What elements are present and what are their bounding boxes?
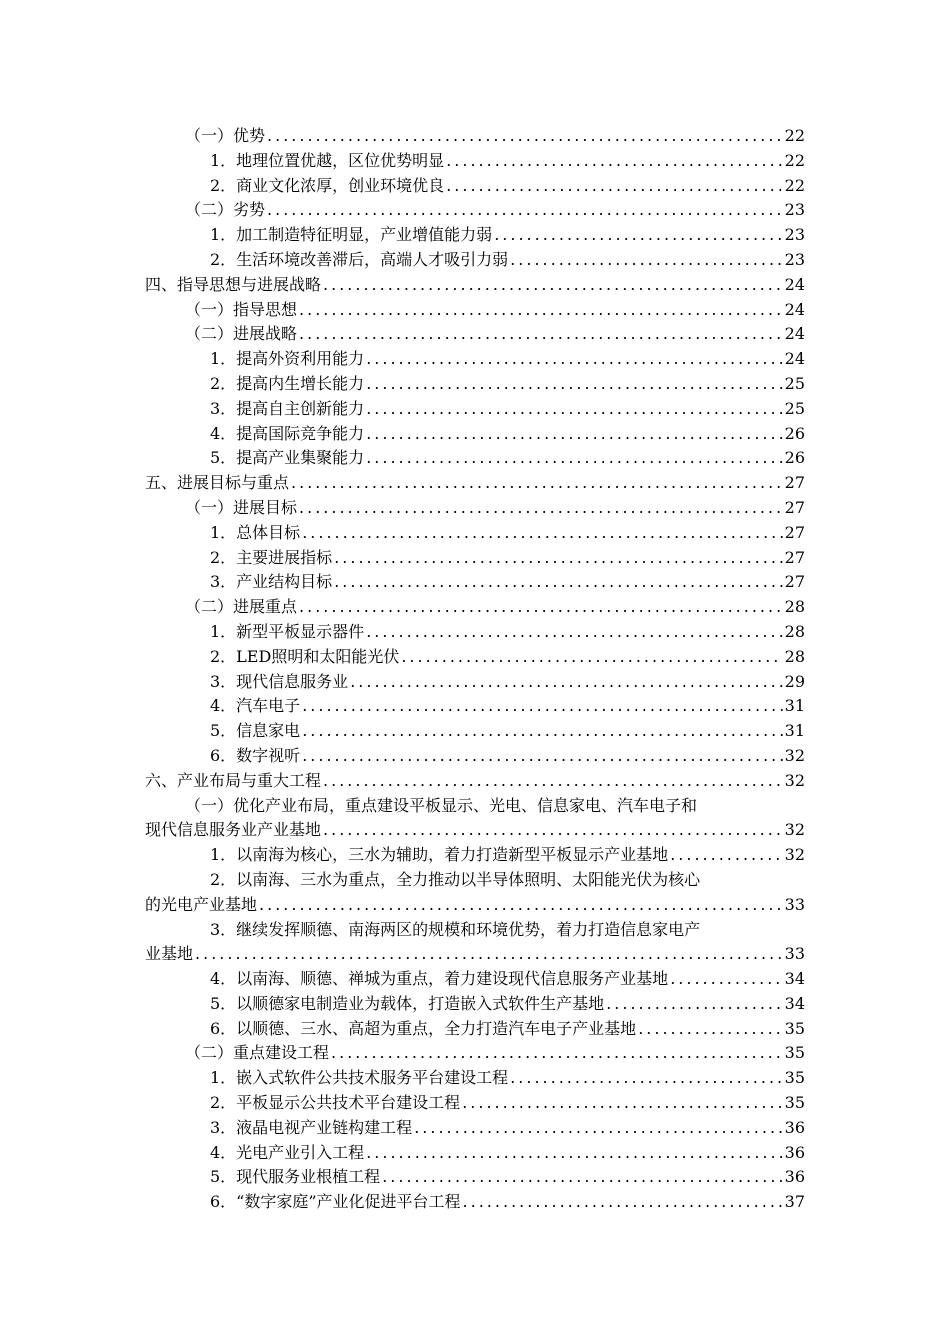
toc-entry-title: 4．光电产业引入工程 [210, 1142, 365, 1162]
dot-leader [670, 967, 782, 992]
toc-entry-title: 6．“数字家庭”产业化促进平台工程 [210, 1192, 461, 1212]
dot-leader [331, 1041, 783, 1066]
toc-entry-level-3[interactable] [0, 719, 950, 744]
page-number: 32 [784, 845, 805, 865]
dot-leader [510, 248, 782, 273]
toc-entry-title: 3．提高自主创新能力 [210, 398, 365, 418]
toc-entry-title: （二）劣势 [185, 200, 266, 220]
page-number: 34 [784, 993, 805, 1013]
toc-entry-title: 1．加工制造特征明显，产业增值能力弱 [210, 225, 493, 245]
page-number: 22 [784, 150, 805, 170]
page-number: 25 [784, 398, 805, 418]
dot-leader [606, 992, 782, 1017]
toc-entry-level-2[interactable] [0, 595, 950, 620]
table-of-contents [0, 124, 950, 1215]
toc-entry-title: 1．提高外资利用能力 [210, 349, 365, 369]
toc-entry-title-continuation: 的光电产业基地 [145, 894, 258, 914]
toc-entry-title: （一）指导思想 [185, 299, 298, 319]
toc-entry-title: 2．商业文化浓厚，创业环境优良 [210, 175, 445, 195]
toc-entry-level-3[interactable] [0, 372, 950, 397]
page-number: 27 [784, 522, 805, 542]
toc-entry-title: 1．嵌入式软件公共技术服务平台建设工程 [210, 1068, 509, 1088]
dot-leader [366, 422, 782, 447]
toc-entry-level-3[interactable] [0, 347, 950, 372]
page-number: 28 [784, 646, 805, 666]
toc-entry-title: 4．汽车电子 [210, 696, 301, 716]
toc-entry-title: 2．生活环境改善滞后，高端人才吸引力弱 [210, 249, 509, 269]
toc-entry-level-3[interactable] [0, 174, 950, 199]
toc-entry-title: （二）进展战略 [185, 324, 298, 344]
toc-entry-title: 四、指导思想与进展战略 [145, 274, 322, 294]
dot-leader [267, 124, 783, 149]
toc-entry-title: （二）重点建设工程 [185, 1043, 330, 1063]
toc-entry-title: 5．现代服务业根植工程 [210, 1167, 381, 1187]
toc-entry-level-3[interactable] [0, 1141, 950, 1166]
toc-entry-level-3[interactable] [0, 992, 950, 1017]
toc-entry-level-3[interactable] [0, 868, 950, 918]
toc-entry-title-continuation: 现代信息服务业产业基地 [145, 820, 322, 840]
toc-entry-level-2[interactable] [0, 198, 950, 223]
toc-entry-level-1[interactable] [0, 273, 950, 298]
dot-leader [299, 595, 783, 620]
page-number: 22 [784, 175, 805, 195]
toc-entry-title: 5．信息家电 [210, 721, 301, 741]
toc-entry-level-3[interactable] [0, 744, 950, 769]
toc-entry-title: 4．提高国际竞争能力 [210, 423, 365, 443]
page-number: 32 [784, 820, 805, 840]
dot-leader [446, 174, 782, 199]
toc-entry-title: （二）进展重点 [185, 597, 298, 617]
dot-leader [366, 1141, 782, 1166]
dot-leader [462, 1091, 782, 1116]
dot-leader [446, 149, 782, 174]
toc-entry-level-3[interactable] [0, 1165, 950, 1190]
dot-leader [299, 322, 783, 347]
toc-entry-title: 2．主要进展指标 [210, 547, 333, 567]
toc-entry-level-1[interactable] [0, 471, 950, 496]
page-number: 35 [784, 1018, 805, 1038]
page-number: 27 [784, 473, 805, 493]
dot-leader [366, 372, 782, 397]
toc-entry-level-3[interactable] [0, 1017, 950, 1042]
page-number: 32 [784, 745, 805, 765]
toc-entry-level-3[interactable] [0, 521, 950, 546]
page-number: 26 [784, 448, 805, 468]
dot-leader [670, 843, 782, 868]
page-number: 36 [784, 1117, 805, 1137]
toc-entry-title: 3．产业结构目标 [210, 572, 333, 592]
toc-entry-level-3[interactable] [0, 223, 950, 248]
page-number: 37 [784, 1192, 805, 1212]
toc-entry-level-3[interactable] [0, 1066, 950, 1091]
page-number: 23 [784, 200, 805, 220]
toc-entry-level-2[interactable] [0, 298, 950, 323]
toc-entry-level-3[interactable] [0, 645, 950, 670]
toc-entry-title: 4．以南海、顺德、禅城为重点，着力建设现代信息服务产业基地 [210, 969, 669, 989]
page-number: 33 [784, 944, 805, 964]
dot-leader [323, 818, 783, 843]
toc-entry-title-continuation: 业基地 [145, 944, 194, 964]
toc-entry-level-3[interactable] [0, 843, 950, 868]
dot-leader [302, 744, 782, 769]
toc-entry-level-3[interactable] [0, 422, 950, 447]
page-number: 28 [784, 621, 805, 641]
toc-entry-title: 3．继续发挥顺德、南海两区的规模和环境优势，着力打造信息家电产 [210, 919, 701, 939]
toc-entry-level-3[interactable] [0, 620, 950, 645]
dot-leader [302, 521, 782, 546]
toc-entry-level-3[interactable] [0, 967, 950, 992]
dot-leader [366, 620, 782, 645]
toc-entry-title: 1．以南海为核心，三水为辅助，着力打造新型平板显示产业基地 [210, 845, 669, 865]
dot-leader [350, 670, 782, 695]
page-number: 32 [784, 770, 805, 790]
toc-entry-level-3[interactable] [0, 546, 950, 571]
dot-leader [291, 471, 783, 496]
page-number: 33 [784, 894, 805, 914]
toc-entry-title: 2．LED照明和太阳能光伏 [210, 646, 400, 666]
page-number: 31 [784, 696, 805, 716]
page-number: 28 [784, 597, 805, 617]
dot-leader [510, 1066, 782, 1091]
dot-leader [299, 496, 783, 521]
page-number: 36 [784, 1142, 805, 1162]
toc-entry-title: （一）优化产业布局，重点建设平板显示、光电、信息家电、汽车电子和 [185, 795, 698, 815]
toc-entry-title: 2．以南海、三水为重点，全力推动以半导体照明、太阳能光伏为核心 [210, 869, 701, 889]
dot-leader [366, 397, 782, 422]
toc-entry-level-3[interactable] [0, 149, 950, 174]
toc-entry-level-3[interactable] [0, 918, 950, 968]
toc-entry-level-2[interactable] [0, 322, 950, 347]
toc-entry-title: 2．平板显示公共技术平台建设工程 [210, 1093, 461, 1113]
toc-entry-level-3[interactable] [0, 397, 950, 422]
toc-entry-title: （一）优势 [185, 126, 266, 145]
dot-leader [494, 223, 782, 248]
toc-entry-title: 2．提高内生增长能力 [210, 373, 365, 393]
toc-entry-title: 五、进展目标与重点 [145, 473, 290, 493]
dot-leader [638, 1017, 782, 1042]
toc-entry-level-3[interactable] [0, 1091, 950, 1116]
page-number: 35 [784, 1093, 805, 1113]
toc-entry-title: 1．新型平板显示器件 [210, 621, 365, 641]
toc-entry-title: 5．以顺德家电制造业为载体，打造嵌入式软件生产基地 [210, 993, 605, 1013]
page-number: 23 [784, 249, 805, 269]
toc-entry-level-3[interactable] [0, 570, 950, 595]
toc-entry-level-3[interactable] [0, 248, 950, 273]
toc-entry-level-3[interactable] [0, 670, 950, 695]
toc-entry-title: 3．现代信息服务业 [210, 671, 349, 691]
dot-leader [259, 893, 783, 918]
dot-leader [302, 719, 782, 744]
dot-leader [366, 446, 782, 471]
toc-entry-title: 6．数字视听 [210, 745, 301, 765]
page-number: 24 [784, 324, 805, 344]
dot-leader [323, 769, 783, 794]
page-number: 35 [784, 1043, 805, 1063]
dot-leader [195, 942, 783, 967]
toc-entry-level-3[interactable] [0, 694, 950, 719]
dot-leader [401, 645, 782, 670]
toc-entry-level-2[interactable] [0, 794, 950, 844]
page-number: 24 [784, 349, 805, 369]
dot-leader [463, 1190, 783, 1215]
dot-leader [323, 273, 783, 298]
toc-entry-title: 6．以顺德、三水、高超为重点，全力打造汽车电子产业基地 [210, 1018, 637, 1038]
page-number: 27 [784, 572, 805, 592]
page-number: 31 [784, 721, 805, 741]
page-number: 36 [784, 1167, 805, 1187]
dot-leader [382, 1165, 782, 1190]
toc-entry-level-2[interactable] [0, 496, 950, 521]
page-number: 24 [784, 274, 805, 294]
page-number: 35 [784, 1068, 805, 1088]
page-number: 23 [784, 225, 805, 245]
page-number: 26 [784, 423, 805, 443]
toc-entry-level-1[interactable] [0, 769, 950, 794]
page-number: 27 [784, 497, 805, 517]
dot-leader [267, 198, 783, 223]
toc-entry-title: 1．地理位置优越，区位优势明显 [210, 150, 445, 170]
dot-leader [302, 694, 782, 719]
dot-leader [414, 1116, 782, 1141]
dot-leader [334, 570, 782, 595]
dot-leader [299, 298, 783, 323]
dot-leader [366, 347, 782, 372]
toc-entry-title: 1．总体目标 [210, 522, 301, 542]
page-number: 29 [784, 671, 805, 691]
toc-entry-level-3[interactable] [0, 1190, 950, 1215]
toc-entry-title: （一）进展目标 [185, 497, 298, 517]
page-number: 22 [784, 126, 805, 145]
page-number: 24 [784, 299, 805, 319]
page-number: 34 [784, 969, 805, 989]
toc-entry-level-3[interactable] [0, 1116, 950, 1141]
dot-leader [334, 546, 782, 571]
page-number: 27 [784, 547, 805, 567]
toc-entry-level-2[interactable] [0, 1041, 950, 1066]
toc-entry-title: 3．液晶电视产业链构建工程 [210, 1117, 413, 1137]
toc-entry-title: 5．提高产业集聚能力 [210, 448, 365, 468]
page-number: 25 [784, 373, 805, 393]
toc-entry-level-2[interactable] [0, 124, 950, 149]
toc-entry-level-3[interactable] [0, 446, 950, 471]
toc-entry-title: 六、产业布局与重大工程 [145, 770, 322, 790]
